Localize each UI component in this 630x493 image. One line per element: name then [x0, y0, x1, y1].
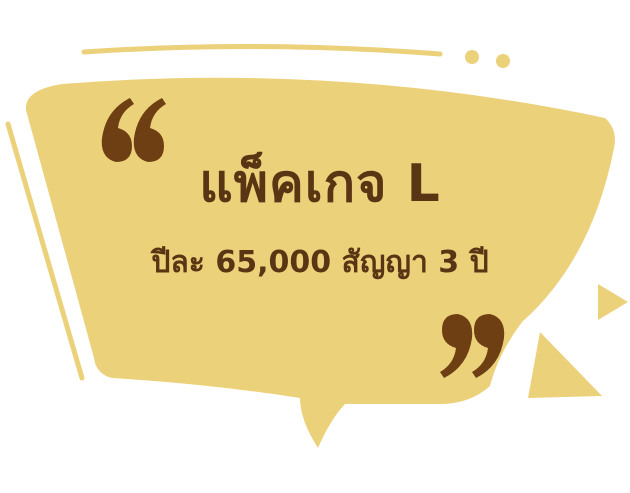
package-title: แพ็คเกจ L [199, 154, 441, 214]
decor-dot-2 [496, 54, 510, 68]
decor-triangle-large [528, 332, 602, 398]
decor-dot-1 [465, 50, 479, 64]
decor-triangle-small [598, 284, 628, 320]
package-price-terms: ปีละ 65,000 สัญญา 3 ปี [151, 245, 489, 280]
decor-top-line [84, 46, 440, 54]
